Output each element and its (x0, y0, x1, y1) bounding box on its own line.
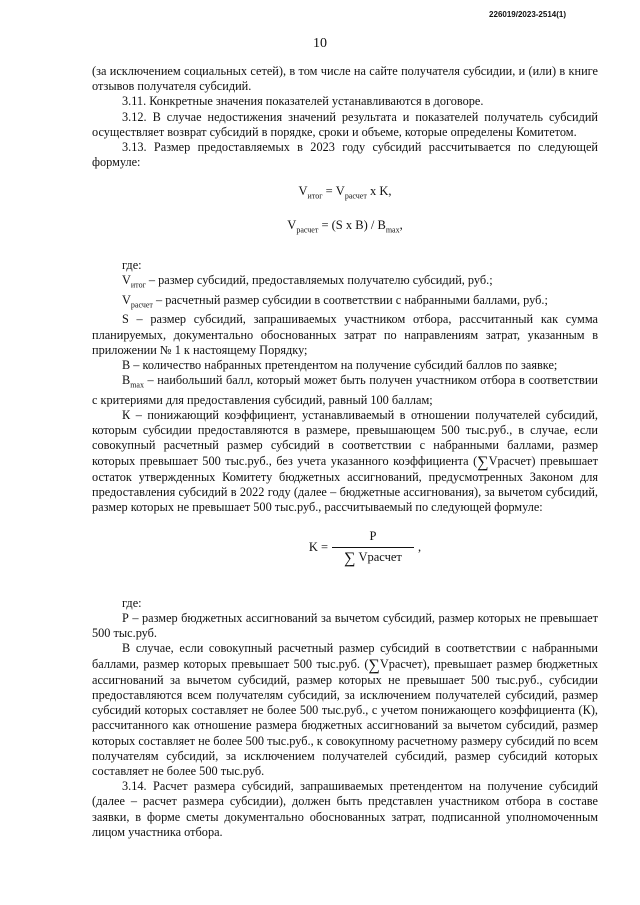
definition-v-itog: $V_{итог}$ – размер субсидий, предоставляемых получателю субсидий, руб.; (122, 273, 493, 290)
where-label: где: (122, 257, 142, 272)
document-id: 226019/2023-2514(1) (489, 10, 566, 19)
formula-k: K = $\frac{P}{\text{∑ Vрасчет}}$ , (308, 529, 422, 567)
definition-k: К – понижающий коэффициент, устанавливаемый в отношении получателей субсидий, которым субсидии предоставляются в размере, превышающем 500 тыс.руб., в случае, если совокупный расчетный размер субсидий в соответствии с набранными баллами, размер которых превышает 500 тыс.руб., без учета указанного коэффициента (∑Vрасчет) превышает остаток утвержденных Комитету бюджетных ассигнований, предусмотренных Законом для предоставления субсидий в 2022 году (далее – бюджетные ассигнования), за вычетом субсидий, размер которых не превышает 500 тыс.руб., рассчитываемый по следующей формуле: (92, 408, 599, 515)
paragraph-3-11: 3.11. Конкретные значения показателей устанавливаются в договоре. (122, 94, 484, 109)
formula-v-itog: $V_{итог} = V_{расчет}$ х K, (298, 184, 392, 201)
definition-p: Р – размер бюджетных ассигнований за вычетом субсидий, размер которых не превышает 500 тыс.руб. (92, 611, 598, 641)
where-label-2: где: (122, 595, 142, 610)
paragraph-3-14: 3.14. Расчет размера субсидий, запрашиваемых претендентом на получение субсидий (далее – расчет размера субсидии), должен быть представлен участником отбора в составе заявки, в форме сметы документально обоснованных затрат, подписанной уполномоченным лицом участника отбора. (92, 779, 598, 839)
page-number: 10 (313, 36, 327, 51)
formula-k-denominator: ∑ Vрасчет (344, 549, 402, 567)
definition-v-raschet: $V_{расчет}$ – расчетный размер субсидии в соответствии с набранными баллами, руб.; (122, 292, 548, 310)
paragraph-3-12: 3.12. В случае недостижения значений результата и показателей получатель субсидий осуществляет возврат субсидий в порядке, сроки и объеме, которые определены Комитетом. (92, 109, 598, 139)
formula-v-raschet: $V_{расчет} = (S$ x $B) / B_{max}$, (287, 218, 403, 235)
definition-b-max: $B_{max}$ – наибольший балл, который может быть получен участником отбора в соответствии с критериями для предоставления субсидий, равный 100 баллам; (92, 373, 598, 407)
definition-b: В – количество набранных претендентом на получение субсидий баллов по заявке; (122, 357, 558, 372)
formula-k-numerator: P (332, 529, 414, 547)
definition-s: S – размер субсидий, запрашиваемых участником отбора, рассчитанный как сумма планируемых, документально обоснованных затрат по направлениям затрат, указанным в приложении № 1 к настоящему Порядку; (92, 312, 598, 357)
document-body (92, 64, 598, 840)
paragraph-case: В случае, если совокупный расчетный размер субсидий в соответствии с набранными баллами, размер которых превышает 500 тыс.руб. (∑Vрасчет), превышает размер бюджетных ассигнований за вычетом субсидий, размер которых не превышает 500 тыс.руб., субсидии предоставляются всем получателям субсидий, за исключением получателей субсидий, размер субсидий которых составляет не более 500 тыс.руб., с учетом понижающего коэффициента (К), рассчитанного как отношение размера бюджетных ассигнований за вычетом субсидий, размер которых составляет не более 500 тыс.руб., к совокупному расчетному размеру субсидий по всем получателям субсидий, за исключением получателей субсидий, размер субсидий которых составляет не более 500 тыс.руб. (92, 641, 598, 779)
paragraph-continuation: (за исключением социальных сетей), в том числе на сайте получателя субсидии, и (или) в книге отзывов получателя субсидий. (92, 64, 598, 94)
paragraph-3-13: 3.13. Размер предоставляемых в 2023 году субсидий рассчитывается по следующей формуле: (92, 140, 598, 170)
